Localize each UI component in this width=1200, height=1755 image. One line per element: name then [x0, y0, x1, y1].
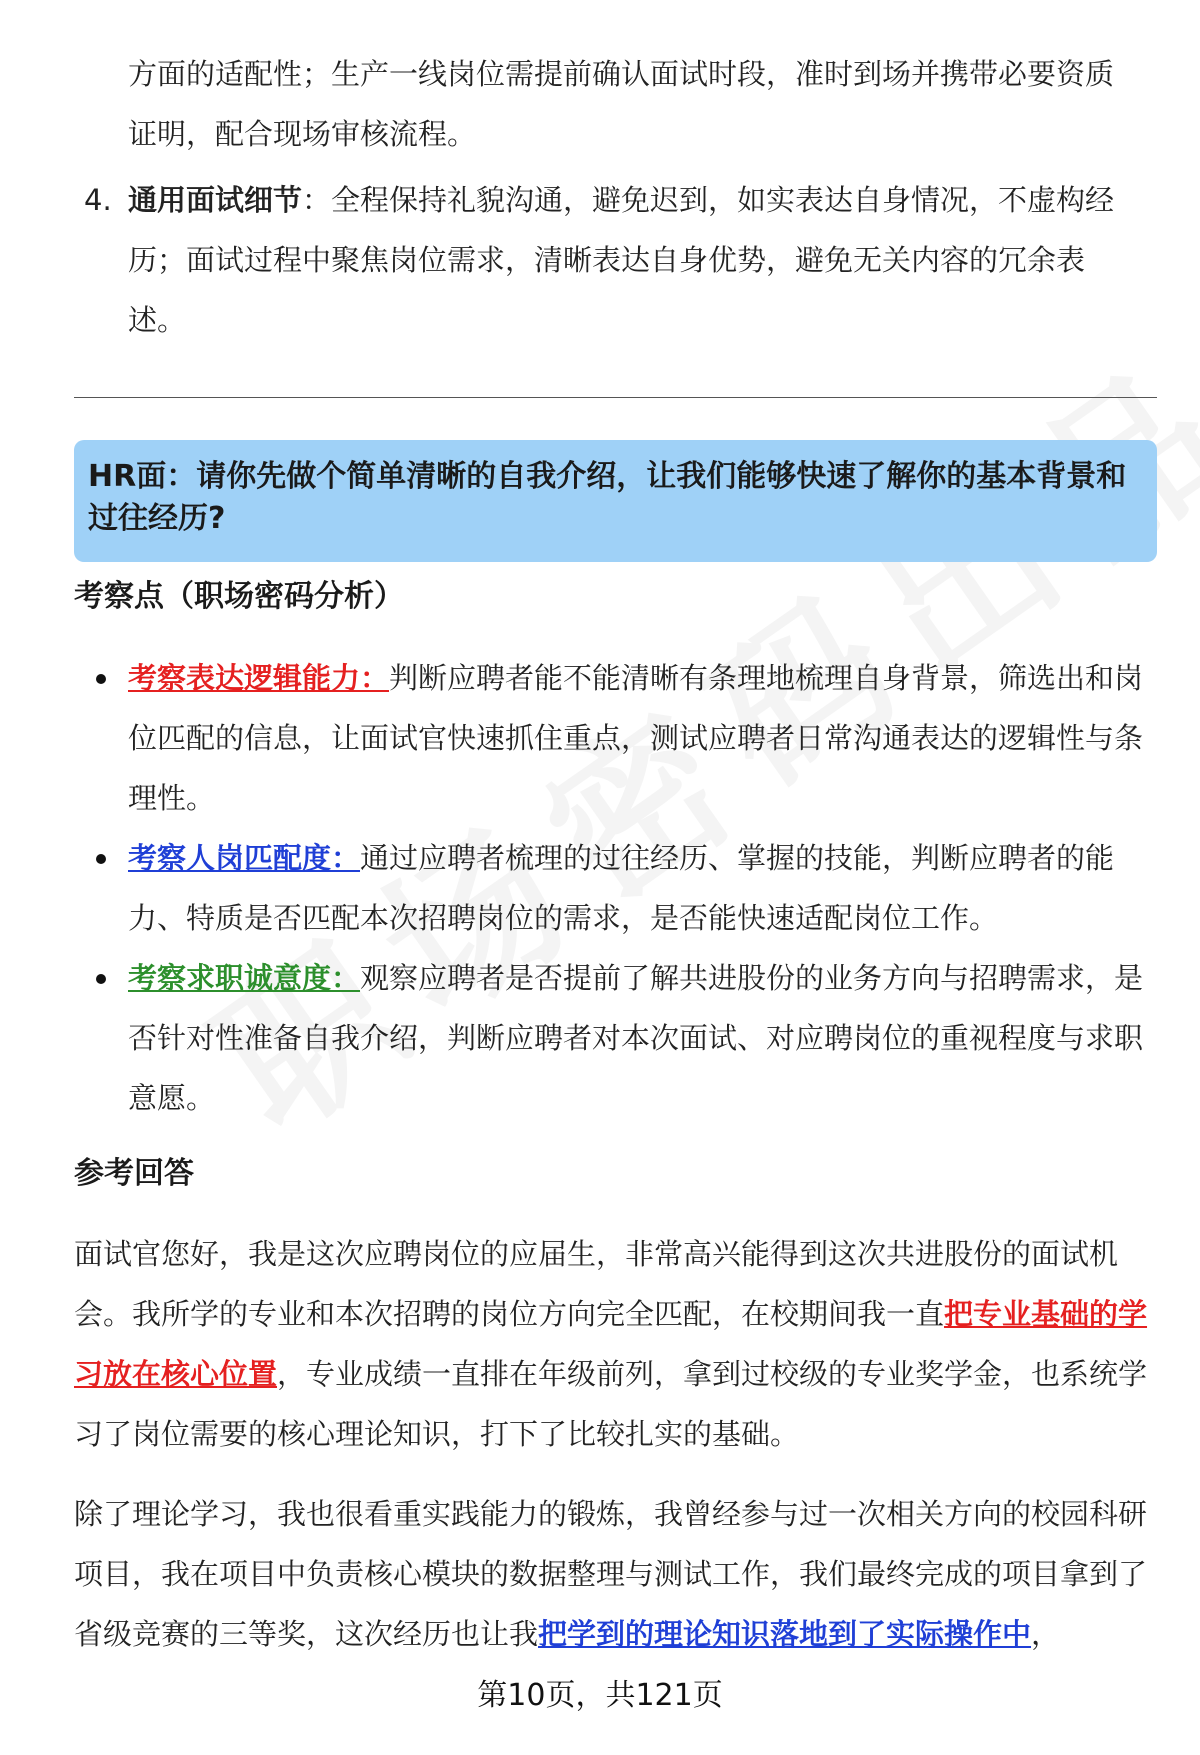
list-item-body: [128, 170, 1138, 350]
answer-text: ，: [1031, 1617, 1061, 1651]
analysis-keyword: 考察表达逻辑能力：: [128, 661, 390, 695]
analysis-text: 观察应聘者是否提前了解共进股份的业务方向与招聘需求，是否针对性准备自我介绍，判断应聘者对本次面试、对应聘岗位的重视程度与求职意愿。: [128, 961, 1144, 1115]
analysis-text: 判断应聘者能不能清晰有条理地梳理自身背景，筛选出和岗位匹配的信息，让面试官快速抓住重点，测试应聘者日常沟通表达的逻辑性与条理性。: [128, 661, 1144, 815]
question-text: HR面：请你先做个简单清晰的自我介绍，让我们能够快速了解你的基本背景和过往经历?: [88, 459, 1127, 536]
answer-text: ，专业成绩一直排在年级前列，拿到过校级的专业奖学金，也系统学习了岗位需要的核心理论知识，打下了比较扎实的基础。: [74, 1357, 1148, 1451]
analysis-title: 考察点（职场密码分析）: [74, 579, 404, 614]
analysis-keyword: 考察求职诚意度：: [128, 961, 361, 995]
bullet-icon: [96, 974, 106, 984]
analysis-text: 通过应聘者梳理的过往经历、掌握的技能，判断应聘者的能力、特质是否匹配本次招聘岗位的需求，是否能快速适配岗位工作。: [128, 841, 1115, 935]
item-colon: ：: [302, 183, 332, 217]
answer-highlight: 把学到的理论知识落地到了实际操作中: [538, 1617, 1032, 1651]
item-line-3: 述。: [128, 303, 187, 337]
answer-paragraph-1: [74, 1224, 1154, 1464]
question-box: [74, 440, 1157, 562]
answer-text: 除了理论学习，我也很看重实践能力的锻炼，我曾经参与过一次相关方向的校园科研项目，我在项目中负责核心模块的数据整理与测试工作，我们最终完成的项目拿到了省级竞赛的三等奖，这次经历也让我: [74, 1497, 1148, 1651]
bullet-icon: [96, 674, 106, 684]
answer-highlight: 把专业基础的学习放在核心位置: [74, 1297, 1148, 1391]
analysis-keyword: 考察人岗匹配度：: [128, 841, 361, 875]
item-line-1: 全程保持礼貌沟通，避免迟到，如实表达自身情况，不虚构经: [331, 183, 1115, 217]
item-title: 通用面试细节: [128, 183, 303, 217]
answer-text: 面试官您好，我是这次应聘岗位的应届生，非常高兴能得到这次共进股份的面试机会。我所学的专业和本次招聘的岗位方向完全匹配，在校期间我一直: [74, 1237, 1119, 1331]
page-number: 第10页，共121页: [477, 1678, 723, 1713]
list-number: 4.: [84, 183, 112, 217]
continuation-line-1: 方面的适配性；生产一线岗位需提前确认面试时段，准时到场并携带必要资质: [128, 57, 1115, 91]
item-line-2: 历；面试过程中聚焦岗位需求，清晰表达自身优势，避免无关内容的冗余表: [128, 243, 1086, 277]
continuation-line-2: 证明，配合现场审核流程。: [128, 117, 477, 151]
section-divider: [74, 397, 1157, 398]
answer-paragraph-2: [74, 1484, 1154, 1664]
bullet-icon: [96, 854, 106, 864]
answer-title: 参考回答: [74, 1156, 194, 1191]
